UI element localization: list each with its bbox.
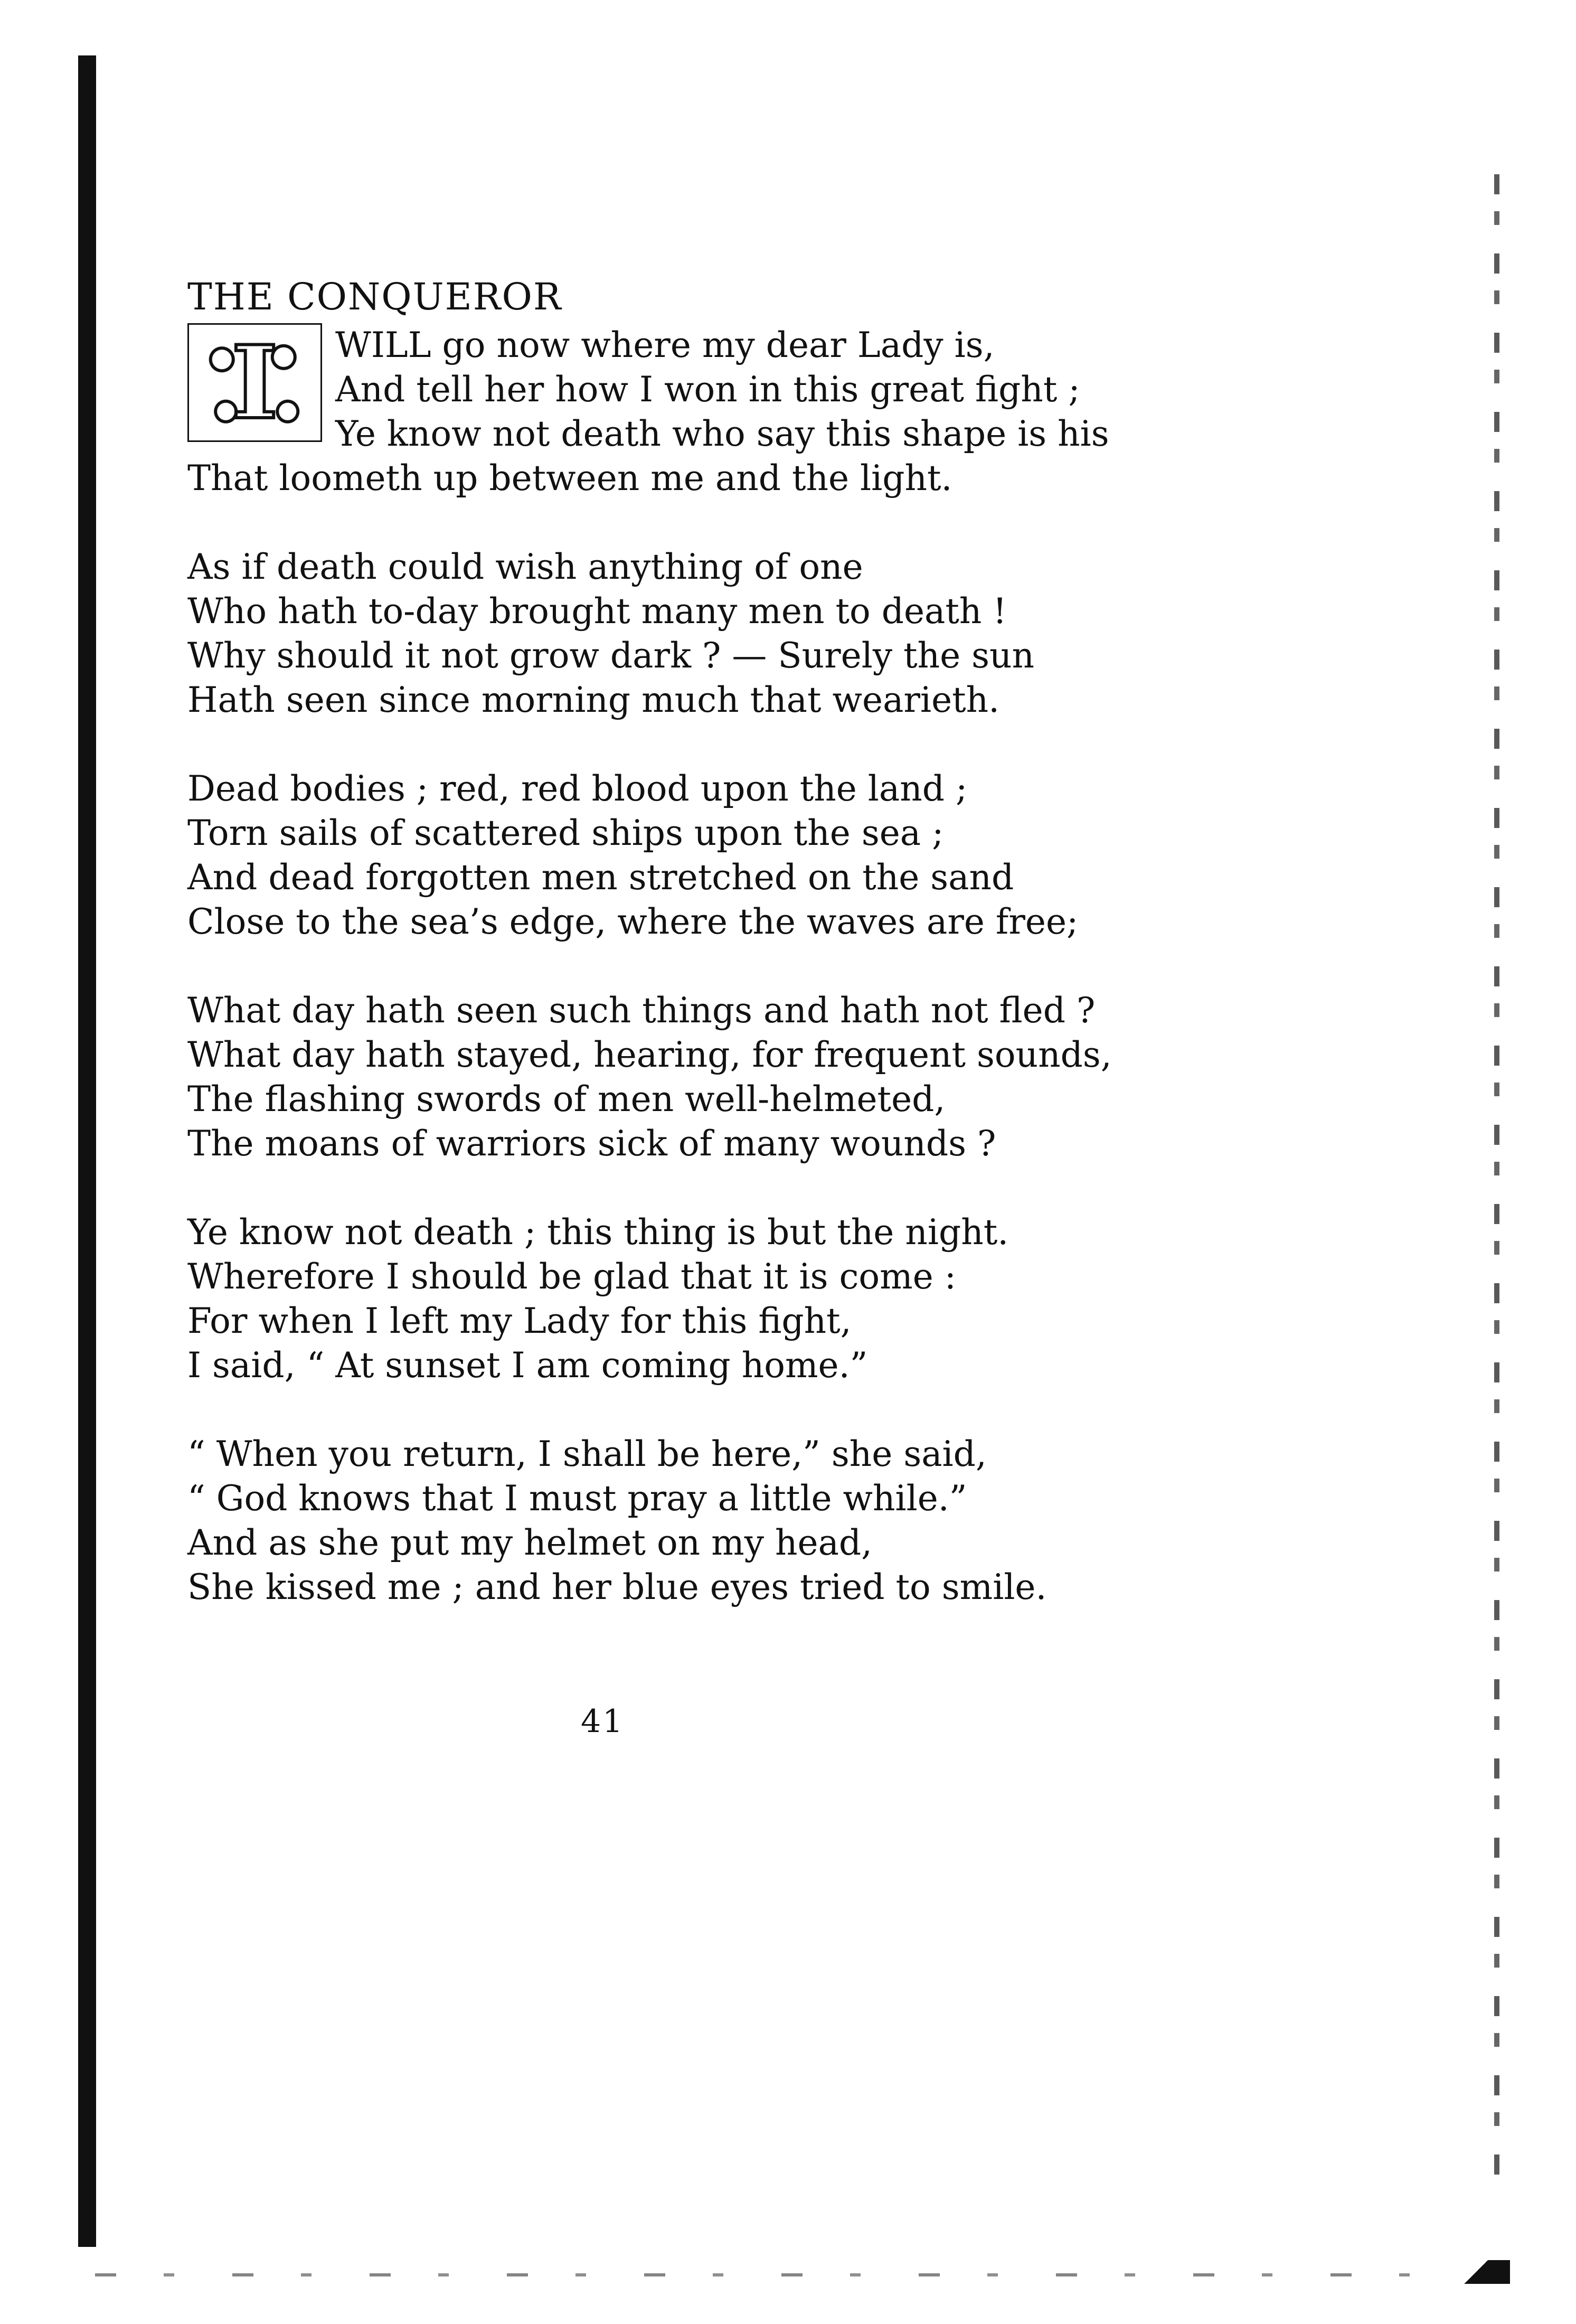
poem-line: And tell her how I won in this great fight ; xyxy=(335,369,1080,410)
scan-corner-shadow xyxy=(1457,2260,1510,2284)
stanza-2 xyxy=(187,545,1191,722)
page-number: 41 xyxy=(581,1703,625,1740)
poem-line: Torn sails of scattered ships upon the sea ; xyxy=(187,813,944,853)
poem-line: And dead forgotten men stretched on the sand xyxy=(187,857,1014,898)
scan-edge-left xyxy=(78,55,96,2247)
poem-line: Ye know not death ; this thing is but the night. xyxy=(187,1212,1009,1253)
poem-line: What day hath stayed, hearing, for frequent sounds, xyxy=(187,1034,1112,1075)
stanza-3 xyxy=(187,767,1191,944)
stanza-6 xyxy=(187,1432,1191,1610)
poem-line: That loometh up between me and the light. xyxy=(187,458,952,498)
poem-line: Who hath to-day brought many men to death ! xyxy=(187,591,1007,632)
poem-line: “ When you return, I shall be here,” she said, xyxy=(187,1434,987,1474)
poem-line: Close to the sea’s edge, where the waves are free; xyxy=(187,901,1079,942)
stanza-5 xyxy=(187,1210,1191,1388)
poem-line: Why should it not grow dark ? — Surely the sun xyxy=(187,635,1035,676)
poem-line: Dead bodies ; red, red blood upon the land ; xyxy=(187,768,968,809)
poem-line: Hath seen since morning much that wearieth. xyxy=(187,680,1000,720)
poem-line: Ye know not death who say this shape is his xyxy=(335,413,1109,454)
poem-line: What day hath seen such things and hath not fled ? xyxy=(187,990,1096,1031)
poem xyxy=(187,275,1191,1610)
poem-line: For when I left my Lady for this fight, xyxy=(187,1301,852,1341)
stanza-1 xyxy=(187,323,1191,501)
poem-line: She kissed me ; and her blue eyes tried to smile. xyxy=(187,1567,1047,1607)
poem-line: “ God knows that I must pray a little while.” xyxy=(187,1478,967,1519)
drop-cap-letter: I xyxy=(231,323,278,441)
poem-title: THE CONQUEROR xyxy=(187,275,562,318)
poem-line: Wherefore I should be glad that it is come : xyxy=(187,1256,956,1297)
poem-line: WILL go now where my dear Lady is, xyxy=(335,325,995,365)
poem-line: And as she put my helmet on my head, xyxy=(187,1522,873,1563)
poem-line: I said, “ At sunset I am coming home.” xyxy=(187,1345,868,1386)
poem-line: As if death could wish anything of one xyxy=(187,547,863,587)
scan-bottom-edge xyxy=(95,2273,1468,2276)
scan-edge-right xyxy=(1494,174,1499,2181)
stanza-4 xyxy=(187,989,1191,1166)
poem-line: The flashing swords of men well-helmeted, xyxy=(187,1079,946,1119)
poem-line: The moans of warriors sick of many wounds ? xyxy=(187,1123,996,1164)
ornamental-drop-cap xyxy=(187,323,322,442)
